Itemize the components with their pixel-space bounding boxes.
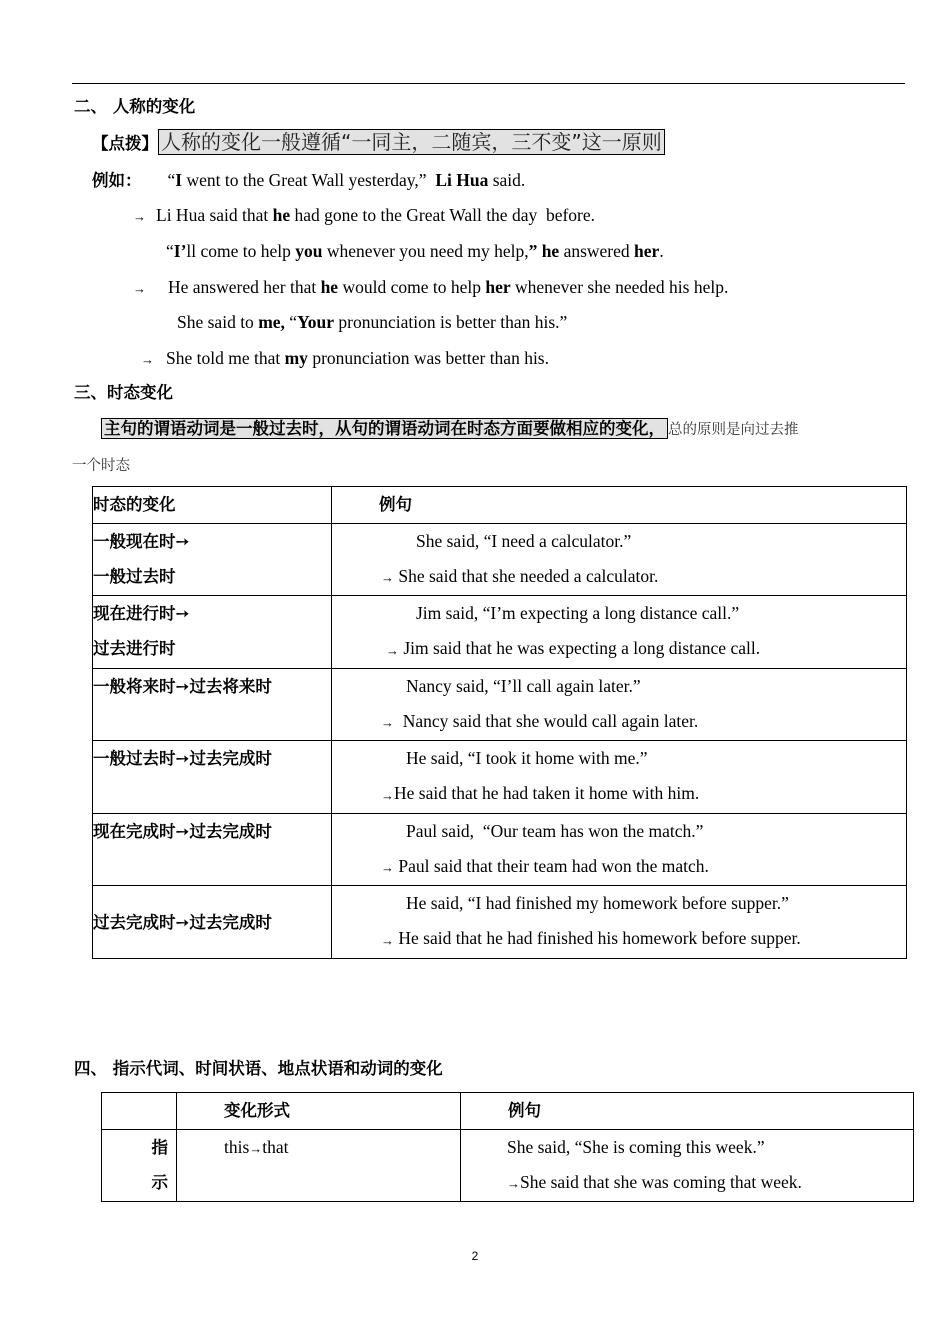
tense-cell xyxy=(93,524,332,596)
arrow-icon: → xyxy=(381,932,394,948)
example-text: answered xyxy=(559,241,635,261)
tense-rule-continued: 一个时态 xyxy=(72,458,130,474)
quote-open: “ xyxy=(167,170,176,190)
example-text: “ xyxy=(284,312,298,332)
emph-he: he xyxy=(320,277,339,297)
reported-speech: She said that she was coming that week. xyxy=(520,1172,802,1192)
answer-text: He answered her that xyxy=(168,277,321,297)
emph-you: you xyxy=(295,241,323,261)
header-category xyxy=(102,1093,177,1130)
reported-speech: He said that he had finished his homework before supper. xyxy=(398,928,801,949)
header-example: 例句 xyxy=(461,1093,914,1130)
header-example: 例句 xyxy=(332,487,907,524)
page-number: 2 xyxy=(471,1249,479,1263)
tip-label: 【点拨】 xyxy=(92,134,158,153)
example-text: ll come to help xyxy=(186,241,296,261)
form-cell xyxy=(177,1130,461,1202)
form-to: that xyxy=(262,1137,289,1157)
example-cell xyxy=(332,524,907,596)
tense-from: 一般现在时➙ xyxy=(93,532,190,551)
table-header-row xyxy=(93,487,907,524)
arrow-icon: → xyxy=(249,1141,263,1157)
example-text: went to the Great Wall yesterday,” xyxy=(182,170,436,190)
arrow-icon: → xyxy=(133,208,146,224)
direct-speech: She said, “I need a calculator.” xyxy=(416,531,632,551)
tip-line xyxy=(92,131,665,155)
reported-speech: She said that she needed a calculator. xyxy=(398,566,659,586)
top-rule xyxy=(72,83,905,84)
table-row xyxy=(93,524,907,596)
tense-to: 一般过去时 xyxy=(93,567,176,586)
arrow-icon: → xyxy=(507,1176,520,1192)
section-4-heading: 四、 指示代词、时间状语、地点状语和动词的变化 xyxy=(74,1059,443,1078)
tense-cell: 一般将来时➙过去将来时 xyxy=(93,668,332,740)
table-row xyxy=(93,886,907,958)
direct-speech: He said, “I had finished my homework before supper.” xyxy=(406,893,789,914)
answer-text: She told me that xyxy=(166,348,285,368)
direct-speech: Jim said, “I’m expecting a long distance call.” xyxy=(416,603,740,624)
arrow-icon: → xyxy=(381,787,394,803)
example-2 xyxy=(166,240,664,262)
category-char: 指 xyxy=(151,1138,168,1157)
emph-my: my xyxy=(284,348,308,368)
emph-me: me, xyxy=(258,312,285,332)
arrow-icon: → xyxy=(141,351,154,367)
answer-3 xyxy=(141,347,549,371)
answer-text: had gone to the Great Wall the day before. xyxy=(290,205,596,225)
emph-your: Your xyxy=(297,312,335,332)
example-cell xyxy=(461,1130,914,1202)
example-1 xyxy=(92,169,525,192)
quote-close: ” xyxy=(528,241,538,261)
emph-her: her xyxy=(485,277,511,297)
example-label: 例如： xyxy=(92,171,142,190)
arrow-icon: → xyxy=(386,642,399,658)
form-from: this xyxy=(224,1137,250,1157)
direct-speech: Nancy said, “I’ll call again later.” xyxy=(406,675,641,696)
table-row xyxy=(93,596,907,668)
answer-text: would come to help xyxy=(338,277,486,297)
header-form: 变化形式 xyxy=(177,1093,461,1130)
example-cell xyxy=(332,668,907,740)
emph-her: her xyxy=(634,241,660,261)
arrow-icon: → xyxy=(381,570,394,586)
arrow-icon: → xyxy=(381,860,394,876)
emph-li-hua: Li Hua xyxy=(435,170,489,190)
section-2-heading: 二、 人称的变化 xyxy=(74,97,196,116)
arrow-icon: → xyxy=(133,280,146,296)
answer-text: Li Hua said that xyxy=(156,205,273,225)
tense-cell: 过去完成时➙过去完成时 xyxy=(93,886,332,958)
arrow-icon: → xyxy=(381,715,394,731)
answer-1 xyxy=(133,204,595,228)
example-cell xyxy=(332,886,907,958)
direct-speech: She said, “She is coming this week.” xyxy=(507,1137,765,1157)
table-row xyxy=(93,741,907,813)
example-cell xyxy=(332,741,907,813)
example-3 xyxy=(177,311,567,333)
tense-cell: 现在完成时➙过去完成时 xyxy=(93,813,332,885)
example-cell xyxy=(332,596,907,668)
tense-cell xyxy=(93,596,332,668)
answer-text: pronunciation was better than his. xyxy=(307,348,549,368)
reported-speech: Nancy said that she would call again later. xyxy=(402,710,699,731)
section-3-heading: 三、时态变化 xyxy=(74,383,173,402)
direct-speech: He said, “I took it home with me.” xyxy=(406,748,648,769)
tense-table xyxy=(92,486,907,959)
emph-I: I’ xyxy=(173,241,187,261)
table-row xyxy=(93,813,907,885)
example-text: . xyxy=(659,241,664,261)
reported-speech: He said that he had taken it home with him. xyxy=(394,783,700,804)
example-text: pronunciation is better than his.” xyxy=(334,312,568,332)
tense-rule-bold: 主句的谓语动词是一般过去时，从句的谓语动词在时态方面要做相应的变化， xyxy=(101,418,668,439)
emph-he: he xyxy=(537,241,560,261)
example-text: She said to xyxy=(177,312,259,332)
reported-speech: Paul said that their team had won the match. xyxy=(398,855,709,876)
demonstrative-table xyxy=(101,1092,914,1202)
emph-he: he xyxy=(272,205,291,225)
example-cell xyxy=(332,813,907,885)
category-cell xyxy=(102,1130,177,1202)
answer-2 xyxy=(133,276,728,300)
tense-rule-rest: 总的原则是向过去推 xyxy=(668,422,799,438)
tense-rule xyxy=(101,417,799,441)
reported-speech: Jim said that he was expecting a long distance call. xyxy=(403,638,761,659)
tense-to: 过去进行时 xyxy=(93,639,176,659)
emph-I: I xyxy=(175,170,183,190)
category-char: 示 xyxy=(151,1173,168,1192)
direct-speech: Paul said, “Our team has won the match.” xyxy=(406,820,704,841)
answer-text: whenever she needed his help. xyxy=(510,277,729,297)
header-tense: 时态的变化 xyxy=(93,487,332,524)
quote-open: “ xyxy=(166,241,174,261)
example-text: said. xyxy=(488,170,526,190)
table-row xyxy=(102,1130,914,1202)
tip-rule: 人称的变化一般遵循“一同主，二随宾，三不变”这一原则 xyxy=(158,129,665,155)
tense-from: 现在进行时➙ xyxy=(93,604,190,624)
example-text: whenever you need my help, xyxy=(322,241,529,261)
tense-cell: 一般过去时➙过去完成时 xyxy=(93,741,332,813)
table-header-row xyxy=(102,1093,914,1130)
table-row xyxy=(93,668,907,740)
